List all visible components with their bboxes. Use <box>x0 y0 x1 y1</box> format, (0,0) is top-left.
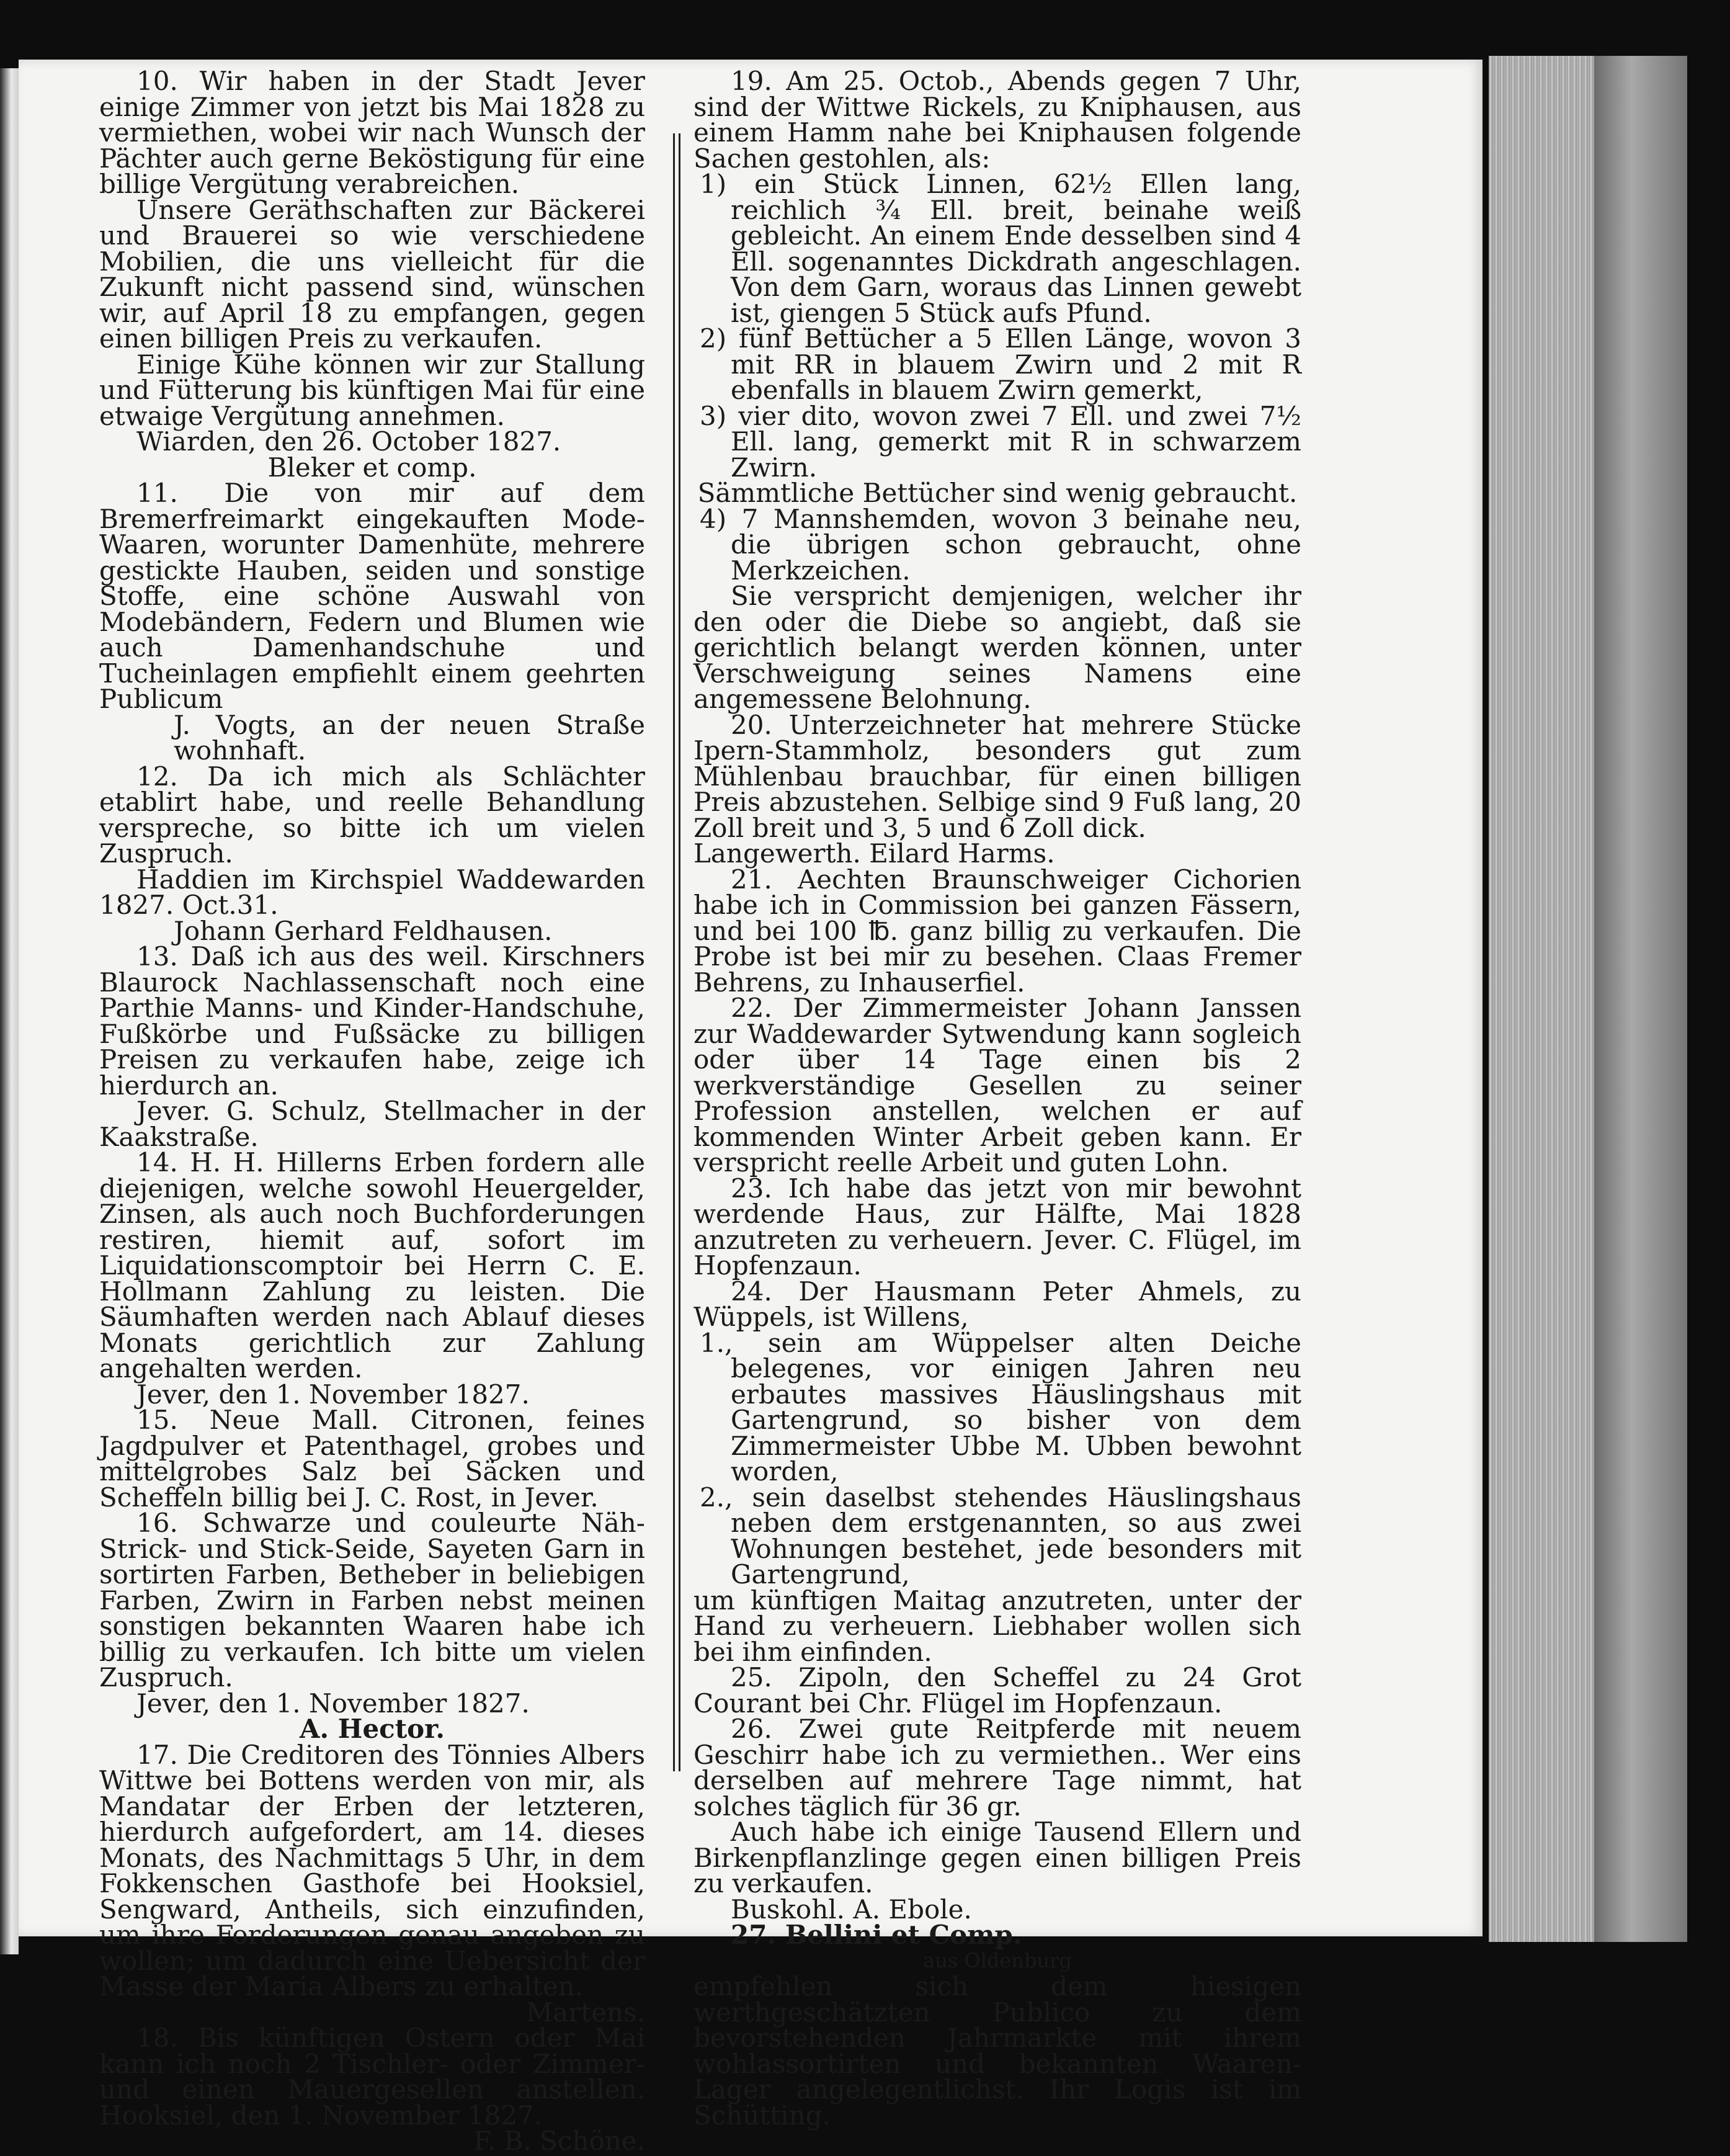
ad-text: Sämmtliche Bettücher sind wenig gebraucht. <box>697 478 1298 508</box>
ad-26 <box>693 1714 1301 1925</box>
left-column <box>99 68 645 2154</box>
ad-signature: Martens. <box>526 1997 645 2028</box>
ad-list-item: 1) ein Stück Linnen, 62½ Ellen lang, reichlich ¾ Ell. breit, beinahe weiß gebleicht. An einem Ende desselben sind 4 Ell. sogenanntes Dickdrath angeschlagen. Von dem Garn, woraus das Linnen gewebt ist, giengen 5 Stück aufs Pfund. <box>700 169 1301 328</box>
ad-27 <box>693 1920 1301 2131</box>
ad-24 <box>693 1276 1301 1667</box>
ad-text: 17. Die Creditoren des Tönnies Albers Wittwe bei Bottens werden von mir, als Mandatar der Erben der letzteren, hierdurch aufgefordert, am 14. dieses Monats, des Nachmittags 5 Uhr, in dem Fokkenschen Gasthofe bei Hooksiel, Sengward, Antheils, sich einzufinden, um ihre Forderungen genau angeben zu wollen; um dadurch eine Uebersicht der Masse der Maria Albers zu erhalten. <box>99 1739 645 2002</box>
ad-list-item: 2., sein daselbst stehendes Häuslingshaus neben dem erstgenannten, so aus zwei Wohnungen bestehet, jede besonders mit Gartengrund, <box>700 1482 1301 1590</box>
ad-place-date: Haddien im Kirchspiel Waddewarden 1827. Oct.31. <box>99 864 645 920</box>
ad-signature: J. Vogts, an der neuen Straße wohnhaft. <box>174 709 645 766</box>
ad-firm-name: 27. Bellini et Comp. <box>731 1920 1022 1950</box>
ad-signature: Jever. G. Schulz, Stellmacher in der Kaakstraße. <box>99 1096 645 1152</box>
ad-text: 13. Daß ich aus des weil. Kirschners Blaurock Nachlassenschaft noch eine Parthie Manns- und Kinder-Handschuhe, Fußkörbe und Fußsäcke zu billigen Preisen zu verkaufen habe, zeige ich hierdurch an. <box>99 941 645 1101</box>
ad-text: 16. Schwarze und couleurte Näh- Strick- und Stick-Seide, Sayeten Garn in sortirten Farben, Betheber in beliebigen Farben, Zwirn in Farben nebst meinen sonstigen bekannten Waaren habe ich billig zu verkaufen. Ich bitte um vielen Zuspruch. <box>99 1508 645 1693</box>
ad-signature: Langewerth. Eilard Harms. <box>693 838 1055 869</box>
ad-text: Sie verspricht demjenigen, welcher ihr den oder die Diebe so angiebt, daß sie gerichtlich belangt werden können, unter Verschweigung seines Namens eine angemessene Belohnung. <box>693 581 1301 714</box>
ad-21 <box>693 864 1301 998</box>
ad-text: 21. Aechten Braunschweiger Cichorien habe ich in Commission bei ganzen Fässern, und bei 100 ℔. ganz billig zu verkaufen. Die Probe ist bei mir zu besehen. Claas Fremer Behrens, zu Inhauserfiel. <box>693 864 1301 998</box>
right-column <box>693 66 1301 2131</box>
ad-text: 10. Wir haben in der Stadt Jever einige Zimmer von jetzt bis Mai 1828 zu vermiethen, wobei wir nach Wunsch der Pächter auch gerne Beköstigung für eine billige Vergütung verabreichen. <box>99 66 645 199</box>
book-page-stack <box>1489 56 1687 1942</box>
ad-text: 14. H. H. Hillerns Erben fordern alle diejenigen, welche sowohl Heuergelder, Zinsen, als auch noch Buchforderungen restiren, hiemit auf, sofort im Liquidationscomptoir bei Herrn C. E. Hollmann Zahlung zu leisten. Die Säumhaften werden nach Ablauf dieses Monats gerichtlich zur Zahlung angehalten werden. <box>99 1147 645 1384</box>
ad-firm-origin: aus Oldenburg <box>923 1948 1072 1972</box>
ad-date: Wiarden, den 26. October 1827. <box>136 426 561 457</box>
ad-18 <box>99 2025 645 2154</box>
ad-text: 25. Zipoln, den Scheffel zu 24 Grot Courant bei Chr. Flügel im Hopfenzaun. <box>693 1662 1301 1719</box>
ad-14 <box>99 1147 645 1410</box>
ad-text: Auch habe ich einige Tausend Ellern und Birkenpflanzlinge gegen einen billigen Preis zu verkaufen. <box>693 1817 1301 1899</box>
ad-text: 15. Neue Mall. Citronen, feines Jagdpulver et Patenthagel, grobes und mittelgrobes Salz bei Säcken und Scheffeln billig bei J. C. Rost, in Jever. <box>99 1405 645 1513</box>
ad-text: 20. Unterzeichneter hat mehrere Stücke Ipern-Stammholz, besonders gut zum Mühlenbau brauchbar, für einen billigen Preis abzustehen. Selbige sind 9 Fuß lang, 20 Zoll breit und 3, 5 und 6 Zoll dick. <box>693 709 1301 843</box>
ad-text: 12. Da ich mich als Schlächter etablirt habe, und reelle Behandlung verspreche, so bitte ich um vielen Zuspruch. <box>99 761 645 869</box>
previous-page-edge <box>0 68 19 1954</box>
ad-19 <box>693 68 1301 712</box>
ad-signature: Johann Gerhard Feldhausen. <box>174 915 553 946</box>
ad-text: 26. Zwei gute Reitpferde mit neuem Geschirr habe ich zu vermiethen.. Wer eins derselben auf mehrere Tage nimmt, hat solches täglich für 36 gr. <box>693 1714 1301 1822</box>
ad-text: 19. Am 25. Octob., Abends gegen 7 Uhr, sind der Wittwe Rickels, zu Kniphausen, aus einem Hamm nahe bei Kniphausen folgende Sachen gestohlen, als: <box>693 66 1301 174</box>
book-cover-edge <box>1594 56 1687 1942</box>
ad-12 <box>99 761 645 946</box>
ad-list-item: 4) 7 Mannshemden, wovon 3 beinahe neu, die übrigen schon gebraucht, ohne Merkzeichen. <box>700 503 1301 586</box>
column-divider <box>673 133 680 1771</box>
ad-13 <box>99 941 645 1152</box>
ad-10 <box>99 66 645 483</box>
ad-text: 18. Bis künftigen Ostern oder Mai kann ich noch 2 Tischler- oder Zimmer- und einen Mauergesellen anstellen. Hooksiel, den 1. November 1827. <box>99 2023 645 2131</box>
ad-signature: F. B. Schöne. <box>473 2126 645 2156</box>
ad-signature: A. Hector. <box>299 1714 445 1744</box>
ad-11 <box>99 480 645 764</box>
ad-23 <box>693 1173 1301 1281</box>
ad-signature: Bleker et comp. <box>267 452 477 483</box>
ad-text: empfehlen sich dem hiesigen werthgeschätzten Publico zu dem bevorstehenden Jahrmarkte mit ihrem wohlassortirten und bekannten Waaren-Lager angelegentlichst. Ihr Logis ist im Schütting. <box>693 1971 1301 2131</box>
ad-16 <box>99 1510 645 1742</box>
ad-text: 23. Ich habe das jetzt von mir bewohnt werdende Haus, zur Hälfte, Mai 1828 anzutreten zu verheuern. Jever. C. Flügel, im Hopfenzaun. <box>693 1173 1301 1281</box>
ad-15 <box>99 1405 645 1513</box>
ad-text: 22. Der Zimmermeister Johann Janssen zur Waddewarder Sytwendung kann sogleich oder über 14 Tage einen bis 2 werkverständige Gesellen zu seiner Profession anstellen, welchen er auf kommenden Winter Arbeit geben kann. Er verspricht reelle Arbeit und guten Lohn. <box>693 993 1301 1178</box>
ad-signature: Buskohl. A. Ebole. <box>731 1894 972 1925</box>
ad-date: Jever, den 1. November 1827. <box>136 1688 530 1719</box>
ad-text: um künftigen Maitag anzutreten, unter der Hand zu verheuern. Liebhaber wollen sich bei ihm einfinden. <box>693 1585 1301 1667</box>
ad-list-item: 1., sein am Wüppelser alten Deiche belegenes, vor einigen Jahren neu erbautes massives Häuslingshaus mit Gartengrund, so bisher von dem Zimmermeister Ubbe M. Ubben bewohnt worden, <box>700 1327 1301 1487</box>
ad-text: Einige Kühe können wir zur Stallung und Fütterung bis künftigen Mai für eine etwaige Vergütung annehmen. <box>99 349 645 431</box>
ad-17 <box>99 1739 645 2028</box>
ad-text: 24. Der Hausmann Peter Ahmels, zu Wüppels, ist Willens, <box>693 1276 1301 1332</box>
ad-text: 11. Die von mir auf dem Bremerfreimarkt eingekauften Mode-Waaren, worunter Damenhüte, mehrere gestickte Hauben, seiden und sonstige Stoffe, eine schöne Auswahl von Modebändern, Federn und Blumen wie auch Damenhandschuhe und Tucheinlagen empfiehlt einem geehrten Publicum <box>99 478 645 714</box>
ad-22 <box>693 995 1301 1176</box>
ad-date: Jever, den 1. November 1827. <box>136 1379 530 1410</box>
ad-text: Unsere Geräthschaften zur Bäckerei und Brauerei so wie verschiedene Mobilien, die uns vielleicht für die Zukunft nicht passend sind, wünschen wir, auf April 18 zu empfangen, gegen einen billigen Preis zu verkaufen. <box>99 194 645 354</box>
ad-25 <box>693 1662 1301 1719</box>
ad-list-item: 3) vier dito, wovon zwei 7 Ell. und zwei 7½ Ell. lang, gemerkt mit R in schwarzem Zwirn. <box>700 400 1301 483</box>
ad-list-item: 2) fünf Bettücher a 5 Ellen Länge, wovon 3 mit RR in blauem Zwirn und 2 mit R ebenfalls in blauem Zwirn gemerkt, <box>700 323 1301 405</box>
ad-20 <box>693 709 1301 869</box>
